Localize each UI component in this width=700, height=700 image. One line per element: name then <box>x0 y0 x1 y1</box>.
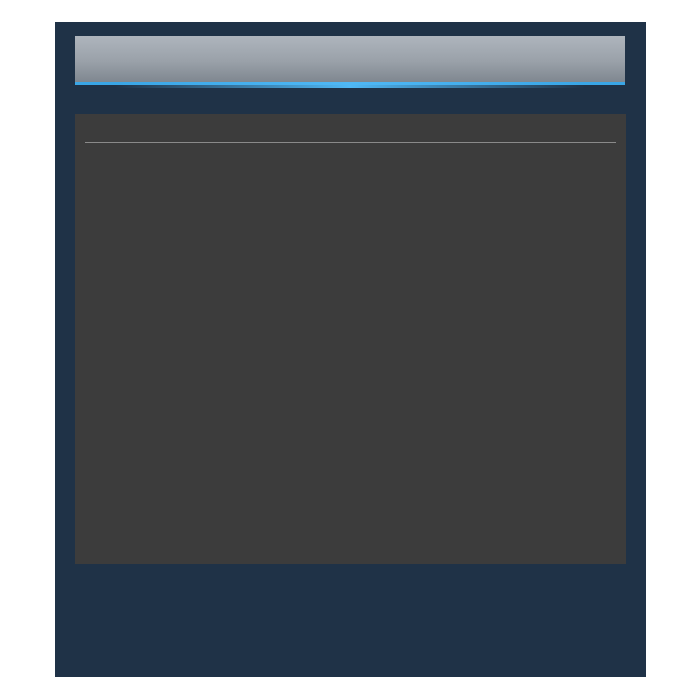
nutrition-table <box>75 114 626 564</box>
header-divider <box>85 142 616 143</box>
nutrition-panel <box>55 22 646 677</box>
title-glow <box>115 82 585 88</box>
title-bar <box>75 36 625 85</box>
